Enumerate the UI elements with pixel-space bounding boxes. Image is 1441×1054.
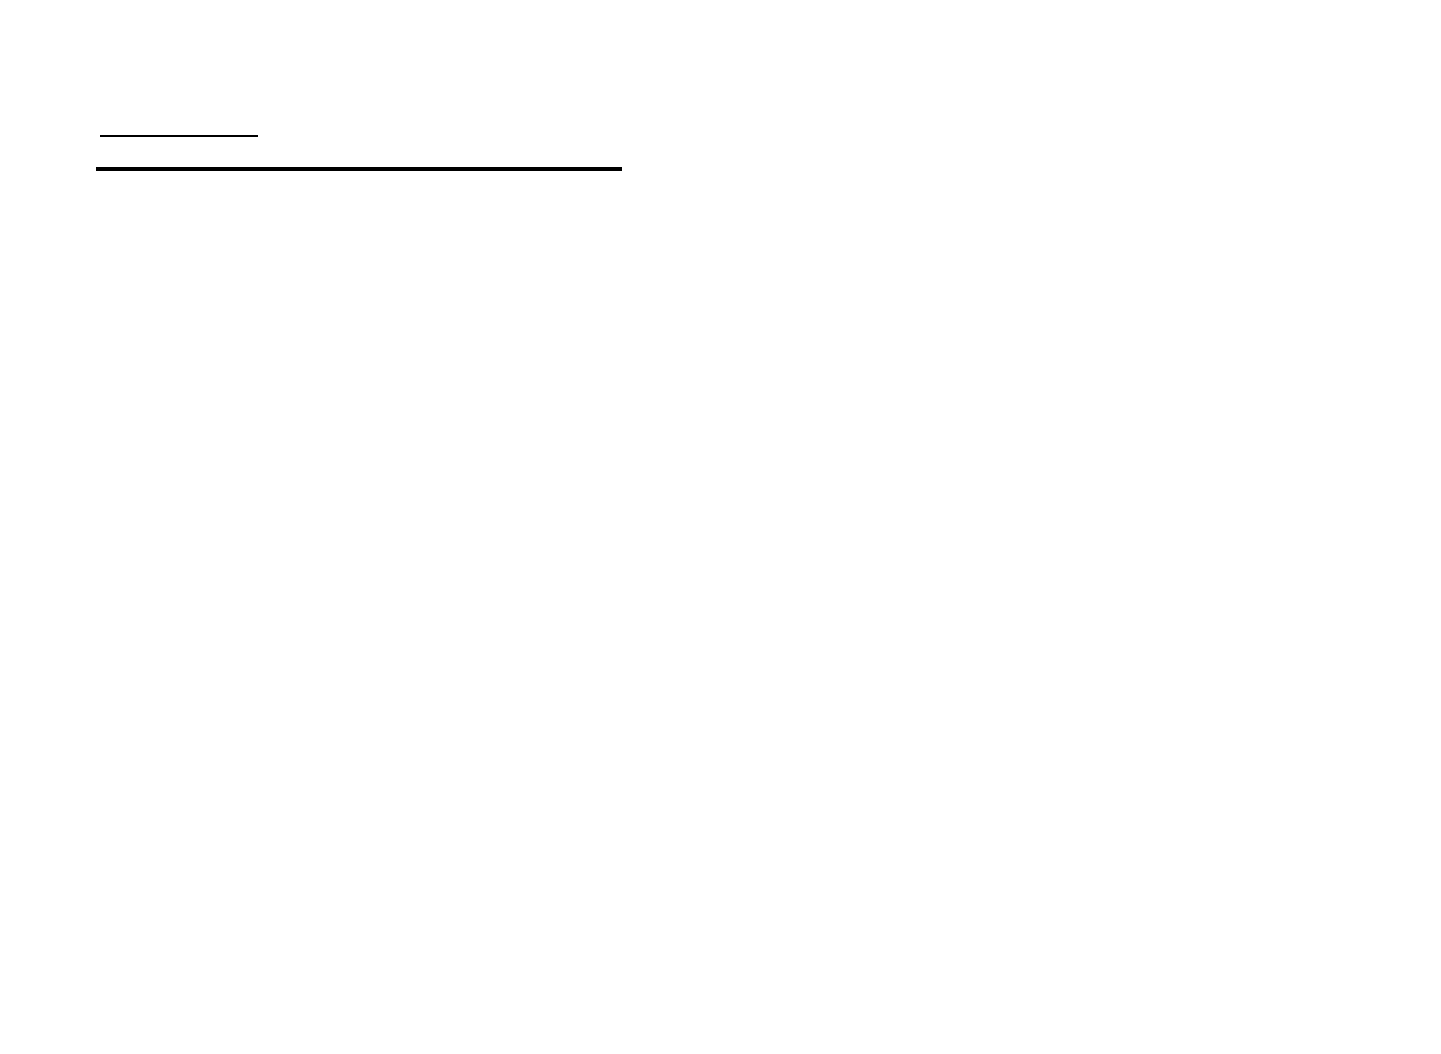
- team-field-line[interactable]: [96, 167, 622, 171]
- date-field-line[interactable]: [100, 135, 258, 137]
